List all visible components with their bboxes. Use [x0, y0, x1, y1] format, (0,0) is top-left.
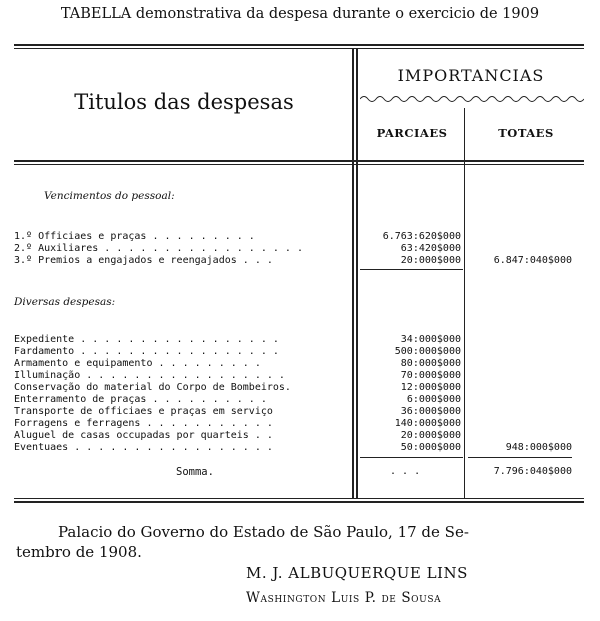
row-parcial: 80:000$000	[400, 358, 461, 369]
row-label: Armamento e equipamento . . . . . . . . .	[14, 358, 261, 369]
row-label: 2.º Auxiliares . . . . . . . . . . . . . . . . .	[14, 243, 303, 254]
importancias-header: IMPORTANCIAS	[397, 66, 545, 85]
row-parcial: 70:000$000	[400, 370, 461, 381]
row-label: Forragens e ferragens . . . . . . . . . . .	[14, 418, 273, 429]
section-diversas: Diversas despesas:	[14, 296, 116, 308]
row-parcial: 34:000$000	[400, 334, 461, 345]
row-parcial: 6:000$000	[406, 394, 461, 405]
row-label: Conservação do material do Corpo de Bombeiros.	[14, 382, 291, 393]
column-divider-double-a	[352, 49, 354, 499]
titulos-header: Titulos das despesas	[74, 90, 294, 114]
signature-secretary: Washington Luis P. de Sousa	[246, 590, 442, 606]
footer-line1: Palacio do Governo do Estado de São Paulo, 17 de Se-	[58, 523, 469, 541]
subtotal-rule	[360, 269, 463, 270]
somma-total: 7.796:040$000	[493, 466, 572, 477]
row-label: Fardamento . . . . . . . . . . . . . . . . .	[14, 346, 279, 357]
row-parcial: 20:000$000	[400, 255, 461, 266]
total-sum-rule	[468, 457, 572, 458]
row-label: Illuminação . . . . . . . . . . . . . . . . .	[14, 370, 285, 381]
row-parcial: 140:000$000	[394, 418, 461, 429]
row-parcial: 6.763:620$000	[382, 231, 461, 242]
row-parcial: 20:000$000	[400, 430, 461, 441]
footer-line2: tembro de 1908.	[16, 543, 142, 561]
row-total: 6.847:040$000	[493, 255, 572, 266]
parciaes-header: PARCIAES	[376, 126, 448, 140]
row-label: Expediente . . . . . . . . . . . . . . . . .	[14, 334, 279, 345]
header-rule-thin	[14, 164, 584, 165]
somma-label: Somma.	[176, 466, 214, 478]
top-rule	[14, 44, 584, 46]
section-vencimentos: Vencimentos do pessoal:	[44, 190, 175, 202]
top-rule-thin	[14, 48, 584, 49]
row-label: Enterramento de praças . . . . . . . . . .	[14, 394, 267, 405]
row-parcial: 63:420$000	[400, 243, 461, 254]
row-total: 948:000$000	[505, 442, 572, 453]
totaes-header: TOTAES	[498, 126, 554, 140]
row-label: 3.º Premios a engajados e reengajados . . .	[14, 255, 273, 266]
row-parcial: 36:000$000	[400, 406, 461, 417]
row-parcial: 12:000$000	[400, 382, 461, 393]
column-divider-parciaes	[464, 108, 465, 499]
row-parcial: 500:000$000	[394, 346, 461, 357]
table-title: TABELLA demonstrativa da despesa durante o exercicio de 1909	[60, 6, 540, 22]
row-label: Aluguel de casas occupadas por quarteis . .	[14, 430, 273, 441]
row-label: Transporte de officiaes e praças em serviço	[14, 406, 273, 417]
row-label: Eventuaes . . . . . . . . . . . . . . . . .	[14, 442, 273, 453]
bottom-rule-thin	[14, 498, 584, 499]
row-label: 1.º Officiaes e praças . . . . . . . . .	[14, 231, 255, 242]
wavy-rule	[360, 94, 584, 104]
signature-governor: M. J. ALBUQUERQUE LINS	[246, 564, 468, 582]
bottom-rule	[14, 501, 584, 503]
parcial-sum-rule	[360, 457, 463, 458]
somma-dots: . . .	[390, 466, 421, 477]
header-rule	[14, 160, 584, 162]
row-parcial: 50:000$000	[400, 442, 461, 453]
